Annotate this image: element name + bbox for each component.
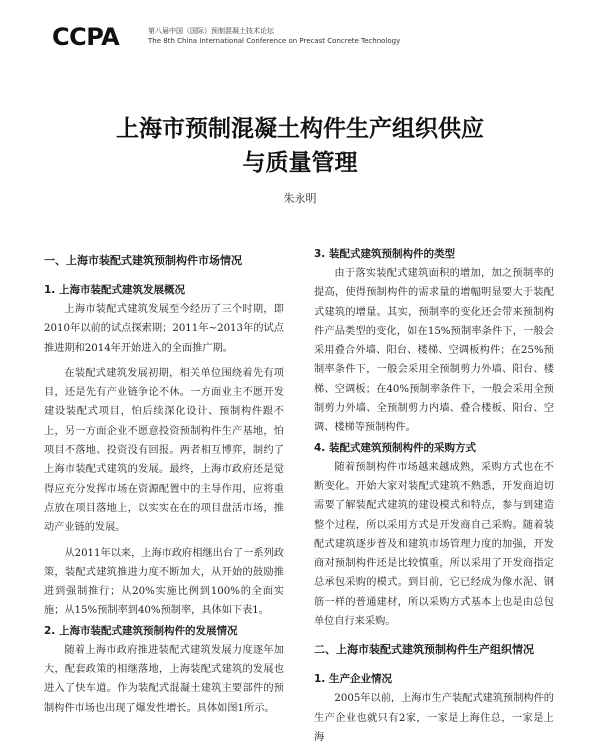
subsection-heading-1-4: 4. 装配式建筑预制构件的采购方式 (314, 441, 476, 454)
paragraph: 随着上海市政府推进装配式建筑发展力度逐年加大，配套政策的相继落地，上海装配式建筑的发展也进入了快车道。作为装配式混凝土建筑主要部件的预制构件市场也出现了爆发性增长。具体如图1所示。 (44, 644, 284, 714)
subsection-heading-1-1: 1. 上海市装配式建筑发展概况 (44, 284, 185, 296)
section-heading-1: 一、上海市装配式建筑预制构件市场情况 (44, 254, 242, 267)
conference-name-en: The 8th China International Conference on Precast Concrete Technology (148, 37, 401, 45)
paragraph: 上海市装配式建筑发展至今经历了三个时期，即2010年以前的试点探索期；2011年~2013年的试点推进期和2014年开始进入的全面推广期。 (44, 304, 284, 354)
author: 朱永明 (283, 192, 317, 205)
subsection-heading-1-3: 3. 装配式建筑预制构件的类型 (314, 248, 455, 260)
paragraph: 2005年以前，上海市生产装配式建筑预制构件的生产企业也就只有2家，一家是上海住总，一家是上海 (314, 693, 554, 743)
subsection-heading-1-2: 2. 上海市装配式建筑预制构件的发展情况 (44, 624, 238, 637)
title-line-2: 与质量管理 (242, 149, 358, 176)
page-header (52, 22, 562, 52)
subsection-heading-2-1: 1. 生产企业情况 (314, 673, 392, 686)
paragraph: 随着预制构件市场越来越成熟，采购方式也在不断变化。开始大家对装配式建筑不熟悉，开发商迫切需要了解装配式建筑的建设模式和特点，参与到建造整个过程，所以采用方式是开发商自己采购。随着装配式建筑逐步普及和建筑市场管理力度的加强，开发商对预制构件还是比较慎重，所以采用了开发商指定总承包采购的模式。到目前，它已经成为像水泥、钢筋一样的普通建材，所以采购方式基本上也是由总包单位自行来采购。 (314, 461, 554, 628)
title-line-1: 上海市预制混凝土构件生产组织供应 (116, 115, 484, 142)
conference-name-cn: 第八届中国（国际）预制混凝土技术论坛 (148, 27, 274, 35)
paragraph: 在装配式建筑发展初期，相关单位围绕着先有项目，还是先有产业链争论不休。一方面业主不愿开发建设装配式项目，怕后续深化设计、预制构件跟不上，另一方面企业不愿意投资预制构件生产基地，怕项目不落地、投资没有回报。两者相互博弈，制约了上海市装配式建筑的发展。最终，上海市政府还是觉得应充分发挥市场在资源配置中的主导作用，应将重点放在项目落地上，以实实在在的项目盘活市场，推动产业链的发展。 (44, 367, 284, 534)
paper-title (0, 112, 600, 180)
left-column (44, 242, 284, 718)
paragraph: 从2011年以来，上海市政府相继出台了一系列政策，装配式建筑推进力度不断加大，从开始的鼓励推进到强制推行；从20%实施比例到100%的全面实施；从15%预制率到40%预制率，具体如下表1。 (44, 547, 284, 617)
conference-caption (148, 26, 400, 46)
ccpa-logo: CCPA (52, 23, 120, 51)
section-heading-2: 二、上海市装配式建筑预制构件生产组织情况 (314, 643, 534, 657)
right-column (314, 244, 554, 747)
paragraph: 由于落实装配式建筑面积的增加，加之预制率的提高，使得预制构件的需求量的增幅明显要大于装配式建筑的增量。其实，预制率的变化还会带来预制构件产品类型的变化，如在15%预制率条件下，一般会采用叠合外墙、阳台、楼梯、空调板构件；在25%预制率条件下，一般会采用全预制剪力外墙、阳台、楼梯、空调板；在40%预制率条件下，一般会采用全预制剪力外墙、全预制剪力内墙、叠合楼板、阳台、空调、楼梯等预制构件。 (314, 268, 554, 434)
